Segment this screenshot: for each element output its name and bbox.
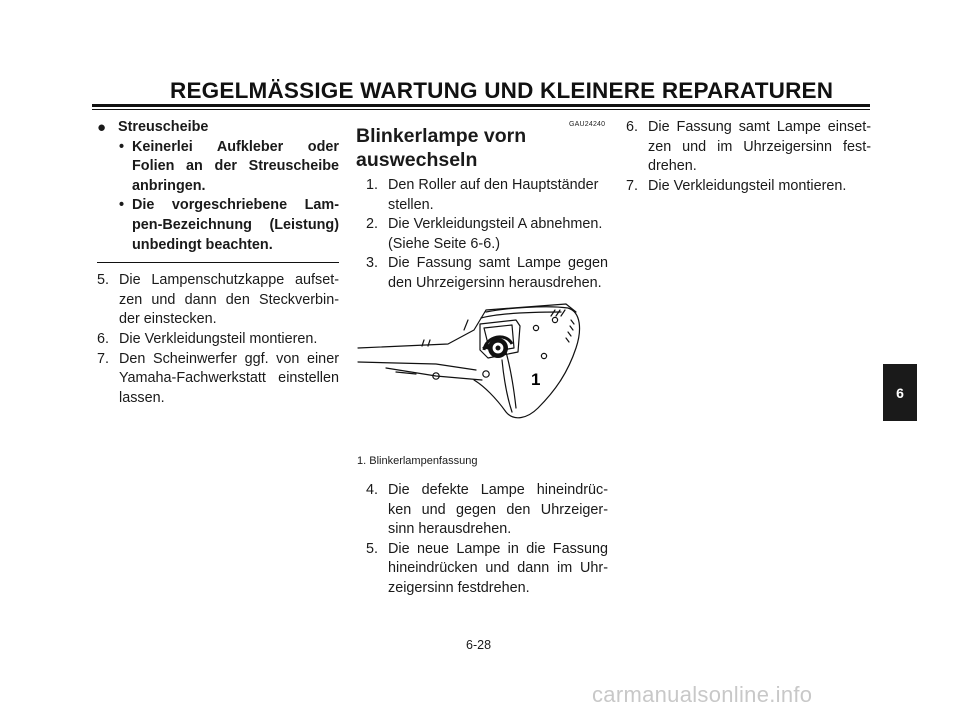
step-line: Den Roller auf den Hauptständer — [388, 177, 599, 193]
blinker-socket-illustration — [356, 290, 611, 430]
step-item — [97, 350, 339, 409]
note-divider — [97, 262, 339, 263]
step-line: lassen. — [119, 389, 165, 406]
step-number: 5. — [97, 272, 110, 289]
step-line: drehen. — [648, 158, 697, 175]
note-line: Die vorgeschriebene Lam- — [132, 197, 339, 214]
step-line: hineindrücken und dann im Uhr- — [388, 560, 608, 577]
figure-label: 1 — [531, 370, 541, 389]
step-item — [366, 481, 608, 540]
step-line: Die neue Lampe in die Fassung — [388, 540, 608, 557]
step-line: Die Verkleidungsteil A abnehmen. — [388, 216, 603, 233]
note-title-row — [97, 118, 339, 138]
watermark: carmanualsonline.info — [592, 682, 813, 707]
note-bullet — [97, 196, 339, 255]
reference-code: GAU24240 — [569, 121, 606, 128]
step-list — [356, 176, 608, 294]
section-heading — [356, 124, 608, 172]
bullet-icon: ● — [97, 119, 107, 136]
step-item — [97, 330, 339, 350]
step-line: zen und im Uhrzeigersinn fest- — [648, 138, 871, 155]
step-line: sinn herausdrehen. — [388, 521, 512, 538]
middle-column — [356, 118, 608, 294]
step-number: 5. — [366, 540, 379, 557]
step-item — [366, 215, 608, 254]
step-line: zen und dann den Steckverbin- — [119, 291, 339, 308]
heading-line: Blinkerlampe vorn — [356, 125, 527, 147]
page-number: 6-28 — [466, 638, 492, 652]
step-item — [366, 254, 608, 293]
step-number: 7. — [97, 350, 110, 367]
left-column — [97, 118, 339, 408]
illustration-svg — [356, 290, 611, 430]
note-line: Folien an der Streuscheibe — [132, 158, 339, 175]
step-number: 2. — [366, 216, 379, 233]
step-number: 6. — [626, 119, 639, 135]
step-line: ken und gegen den Uhrzeiger- — [388, 501, 608, 518]
step-item — [626, 177, 871, 197]
step-item — [97, 271, 339, 330]
step-number: 7. — [626, 177, 639, 194]
step-item — [366, 540, 608, 599]
step-line: Die Verkleidungsteil montieren. — [648, 177, 847, 194]
step-line: Die Fassung samt Lampe gegen — [388, 255, 608, 272]
header-rule — [92, 104, 870, 107]
right-column — [626, 118, 871, 196]
chapter-number: 6 — [896, 384, 904, 401]
step-number: 4. — [366, 482, 379, 498]
heading-line: auswechseln — [356, 149, 478, 171]
step-line: Den Scheinwerfer ggf. von einer — [119, 350, 339, 367]
step-line: Die Verkleidungsteil montieren. — [119, 330, 318, 347]
step-number: 3. — [366, 255, 379, 272]
step-item — [366, 176, 608, 215]
step-line: Die Lampenschutzkappe aufset- — [119, 272, 339, 289]
bullet-dot-icon: • — [119, 138, 125, 155]
step-line: Die Fassung samt Lampe einset- — [648, 119, 871, 135]
note-bullet — [97, 138, 339, 197]
page-header-title: REGELMÄSSIGE WARTUNG UND KLEINERE REPARATUREN — [170, 78, 834, 103]
step-number: 1. — [366, 177, 379, 193]
step-line: Die defekte Lampe hineindrüc- — [388, 482, 608, 498]
note-line: unbedingt beachten. — [132, 236, 273, 253]
note-title: Streuscheibe — [118, 119, 209, 135]
note-line: Keinerlei Aufkleber oder — [132, 138, 339, 155]
header-rule-thin — [92, 109, 870, 110]
chapter-tab[interactable] — [883, 364, 917, 421]
step-line: den Uhrzeigersinn herausdrehen. — [388, 274, 602, 291]
step-line: (Siehe Seite 6-6.) — [388, 235, 500, 252]
step-line: Yamaha-Fachwerkstatt einstellen — [119, 370, 339, 387]
step-list — [366, 481, 608, 599]
note-line: pen-Bezeichnung (Leistung) — [132, 216, 339, 233]
bullet-dot-icon: • — [119, 197, 125, 214]
note-line: anbringen. — [132, 177, 206, 194]
step-item — [626, 118, 871, 177]
step-line: stellen. — [388, 196, 434, 213]
step-number: 6. — [97, 330, 110, 347]
step-line: zeigersinn festdrehen. — [388, 579, 530, 596]
figure-caption: 1. Blinkerlampenfassung — [357, 455, 478, 467]
step-line: der einstecken. — [119, 311, 217, 328]
